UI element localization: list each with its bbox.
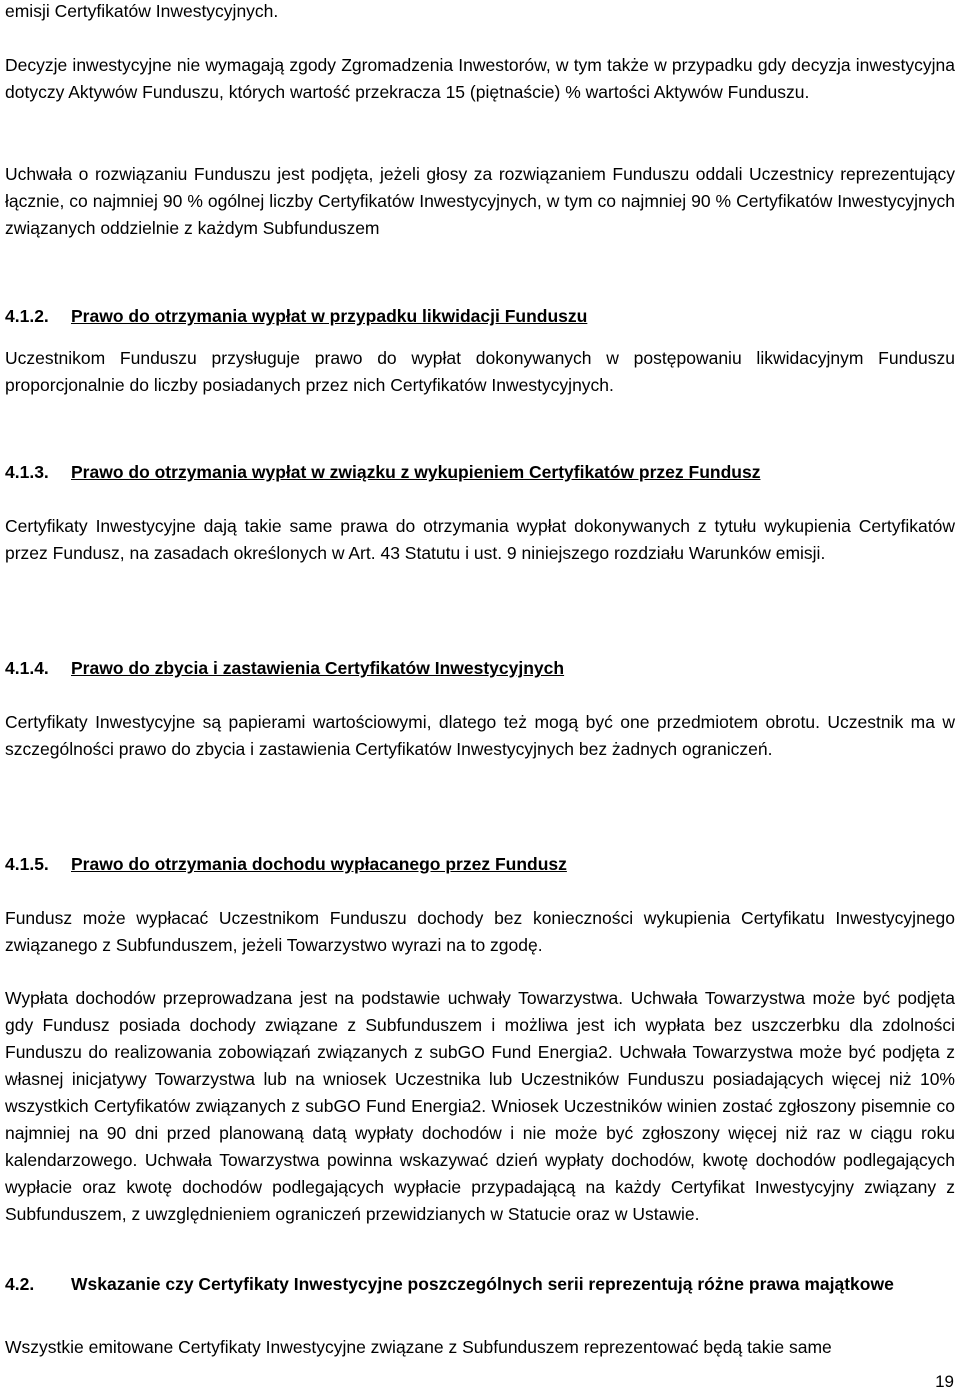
section-number: 4.1.3. — [5, 462, 49, 482]
paragraph-series-rights: Wszystkie emitowane Certyfikaty Inwestycyjne związane z Subfunduszem reprezentować będą takie same — [5, 1337, 832, 1357]
section-title: Prawo do otrzymania wypłat w przypadku likwidacji Funduszu — [71, 306, 588, 326]
section-heading-4-1-2 — [5, 303, 955, 330]
paragraph-liquidation-payouts: Uczestnikom Funduszu przysługuje prawo do wypłat dokonywanych w postępowaniu likwidacyjnym Funduszu proporcjonalnie do liczby posiadanych przez nich Certyfikatów Inwestycyjnych. — [5, 348, 955, 395]
section-title: Prawo do otrzymania dochodu wypłacanego przez Fundusz — [71, 854, 567, 874]
paragraph-dissolution-resolution: Uchwała o rozwiązaniu Funduszu jest podjęta, jeżeli głosy za rozwiązaniem Funduszu oddali Uczestnicy reprezentujący łącznie, co najmniej 90 % ogólnej liczby Certyfikatów Inwestycyjnych, w tym co najmniej 90 % Certyfikatów Inwestycyjnych związanych oddzielnie z każdym Subfunduszem — [5, 164, 955, 238]
section-title: Prawo do zbycia i zastawienia Certyfikatów Inwestycyjnych — [71, 658, 565, 678]
paragraph-investment-decisions: Decyzje inwestycyjne nie wymagają zgody Zgromadzenia Inwestorów, w tym także w przypadku gdy decyzja inwestycyjna dotyczy Aktywów Funduszu, których wartość przekracza 15 (piętnaście) % wartości Aktywów Funduszu. — [5, 55, 955, 102]
section-number: 4.1.5. — [5, 854, 49, 874]
paragraph-redemption-payouts: Certyfikaty Inwestycyjne dają takie same prawa do otrzymania wypłat dokonywanych z tytułu wykupienia Certyfikatów przez Fundusz, na zasadach określonych w Art. 43 Statutu i ust. 9 niniejszego rozdziału Warunków emisji. — [5, 516, 955, 563]
section-heading-4-1-4 — [5, 655, 955, 682]
paragraph-transfer-rights: Certyfikaty Inwestycyjne są papierami wartościowymi, dlatego też mogą być one przedmiotem obrotu. Uczestnik ma w szczególności prawo do zbycia i zastawienia Certyfikatów Inwestycyjnych bez żadnych ograniczeń. — [5, 712, 955, 759]
section-heading-4-1-3 — [5, 459, 955, 486]
section-number: 4.1.2. — [5, 306, 49, 326]
page-number: 19 — [935, 1372, 954, 1391]
section-heading-4-1-5 — [5, 851, 955, 878]
paragraph-intro-fragment: emisji Certyfikatów Inwestycyjnych. — [5, 1, 279, 21]
section-number: 4.1.4. — [5, 658, 49, 678]
paragraph-income-payout-consent: Fundusz może wypłacać Uczestnikom Funduszu dochody bez konieczności wykupienia Certyfikatu Inwestycyjnego związanego z Subfunduszem, jeżeli Towarzystwo wyrazi na to zgodę. — [5, 908, 955, 955]
section-number: 4.2. — [5, 1274, 35, 1294]
section-heading-4-2 — [5, 1271, 955, 1298]
section-title: Wskazanie czy Certyfikaty Inwestycyjne poszczególnych serii reprezentują różne prawa majątkowe — [71, 1274, 894, 1294]
section-title: Prawo do otrzymania wypłat w związku z wykupieniem Certyfikatów przez Fundusz — [71, 462, 761, 482]
paragraph-income-payout-procedure: Wypłata dochodów przeprowadzana jest na podstawie uchwały Towarzystwa. Uchwała Towarzystwa może być podjęta gdy Fundusz posiada dochody związane z Subfunduszem i możliwa jest ich wypłata bez uszczerbku dla zdolności Funduszu do realizowania zobowiązań związanych z subGO Fund Energia2. Uchwała Towarzystwa może być podjęta z własnej inicjatywy Towarzystwa lub na wniosek Uczestnika lub Uczestników Funduszu posiadających więcej niż 10% wszystkich Certyfikatów związanych z subGO Fund Energia2. Wniosek Uczestników winien zostać zgłoszony pisemnie co najmniej na 90 dni przed planowaną datą wypłaty dochodów i nie może być zgłoszony więcej niż raz w ciągu roku kalendarzowego. Uchwała Towarzystwa powinna wskazywać dzień wypłaty dochodów, kwotę dochodów podlegających wypłacie oraz kwotę dochodów podlegających wypłacie przypadającą na każdy Certyfikat Inwestycyjny związany z Subfunduszem, z uwzględnieniem ograniczeń przewidzianych w Statucie oraz w Ustawie. — [5, 988, 955, 1224]
